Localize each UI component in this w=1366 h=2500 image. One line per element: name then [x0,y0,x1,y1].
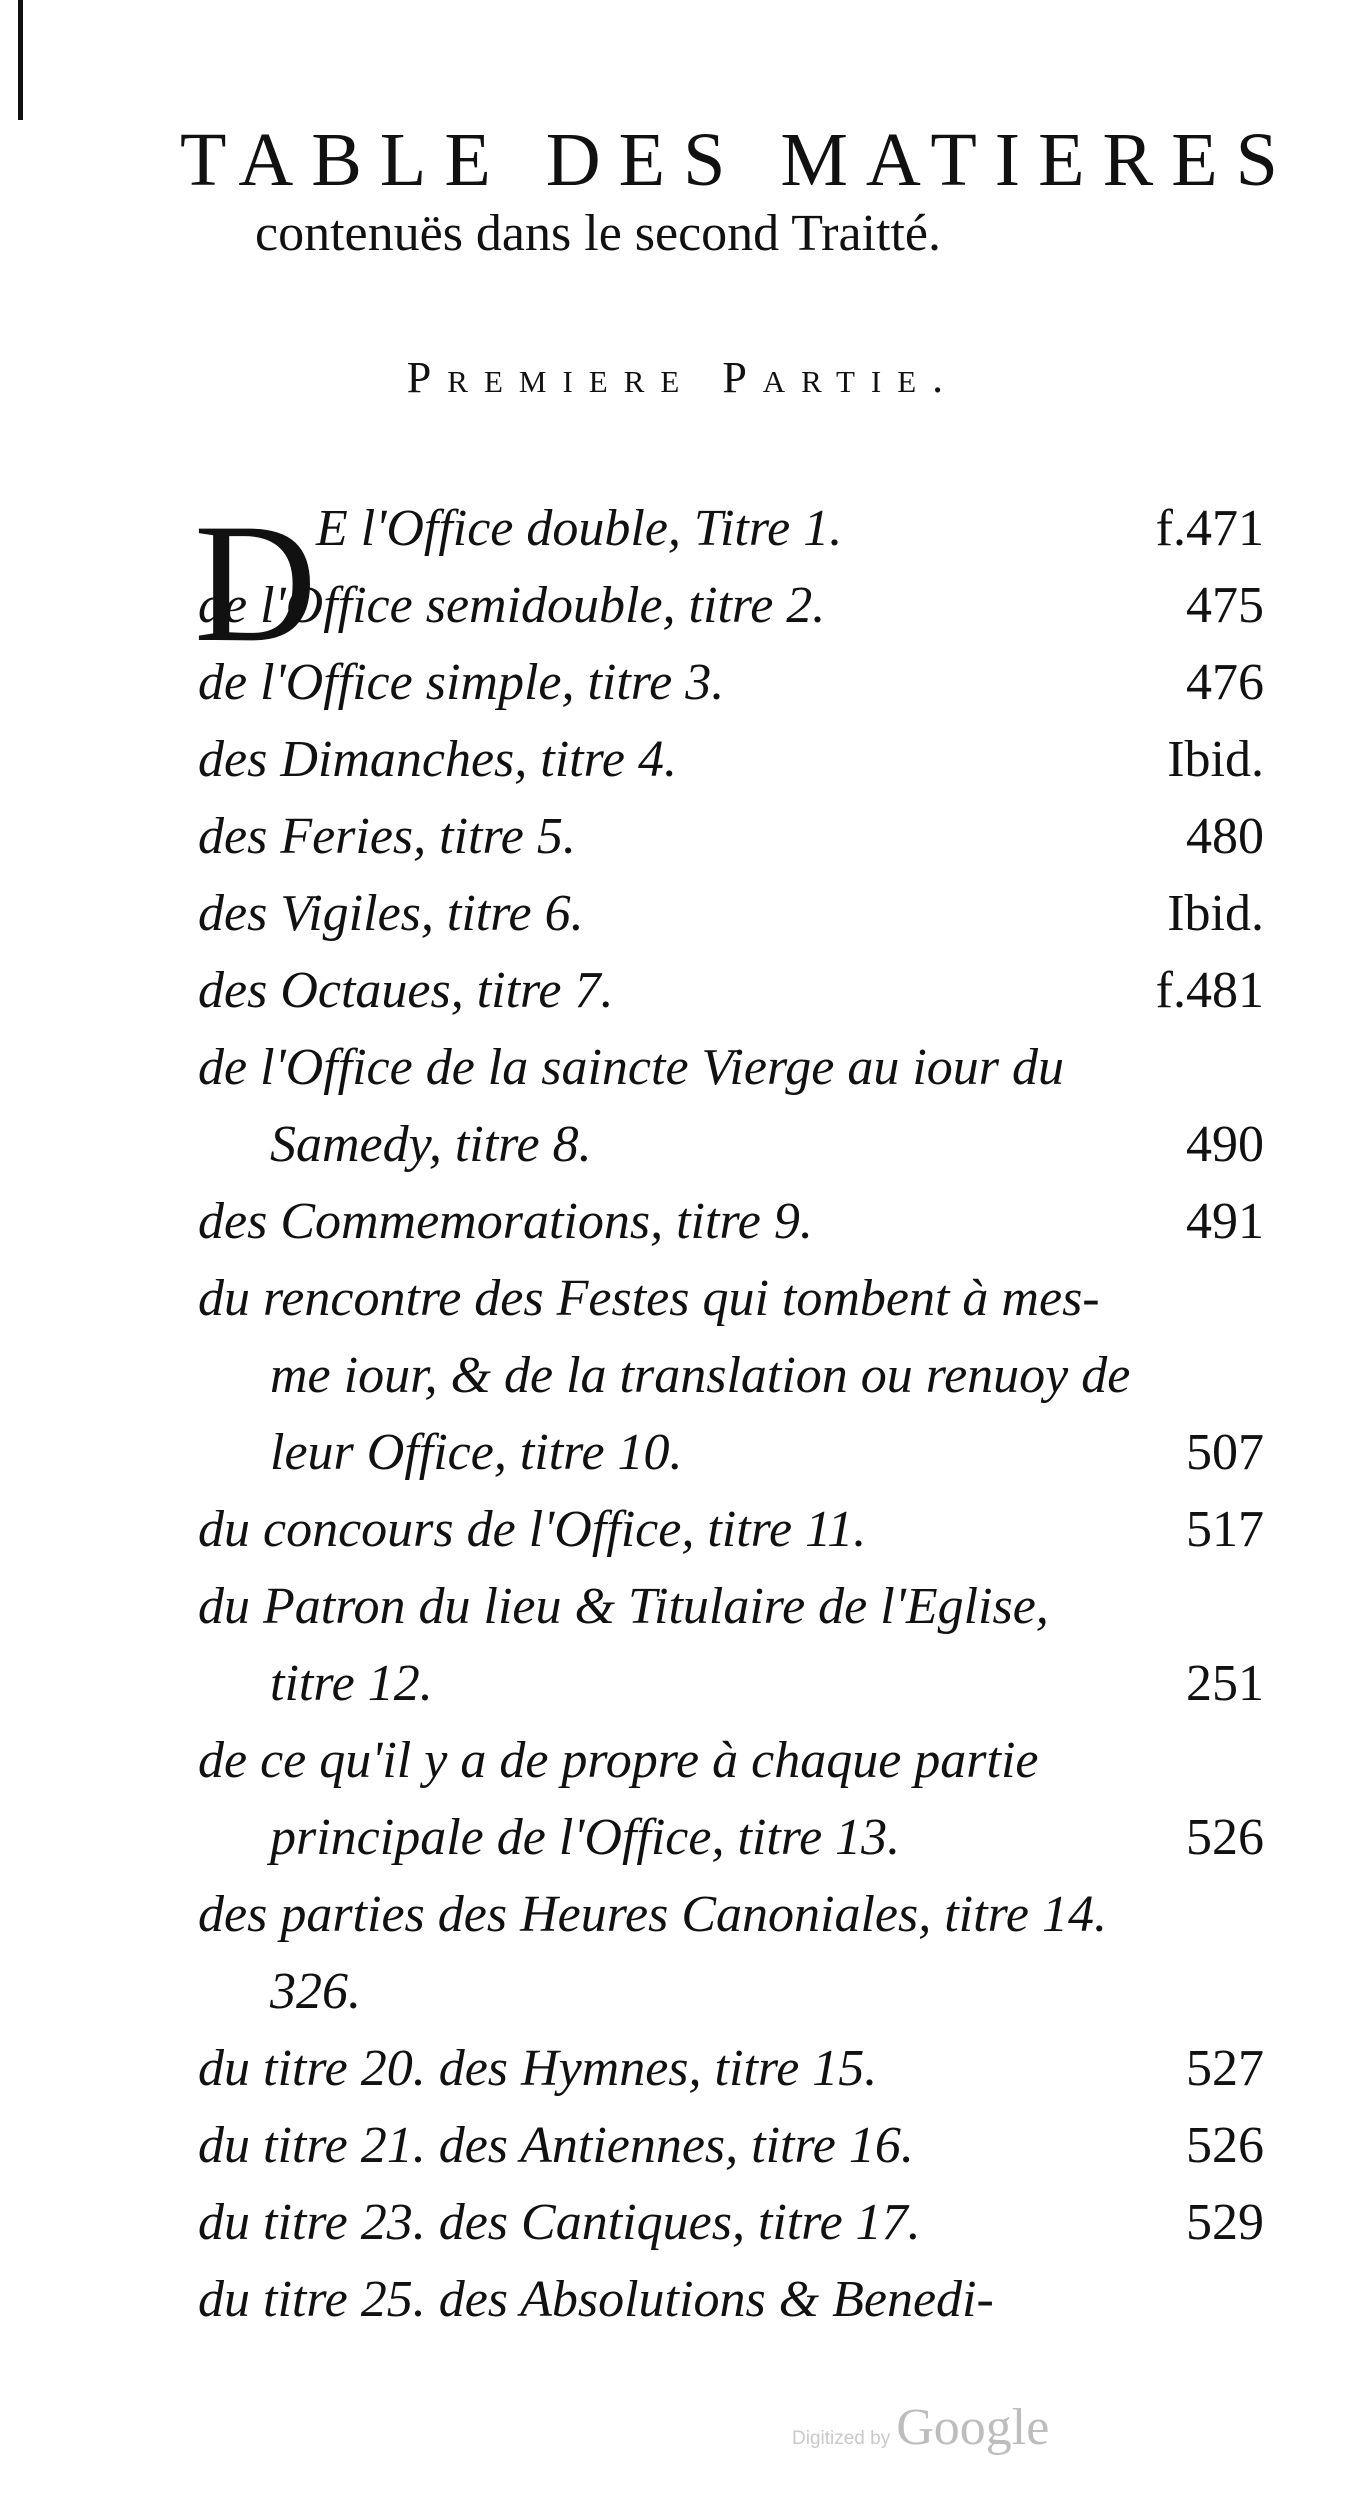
toc-entry [198,1029,1264,1183]
toc-entry-line [198,567,1264,644]
toc-entry-text: principale de l'Office, titre 13. [270,1809,901,1866]
toc-entry [198,1568,1264,1722]
watermark-prefix: Digitized by [792,2428,891,2449]
toc-entry-line [198,1876,1264,1953]
toc-entry [198,644,1264,721]
toc-entry-text: de l'Office de la saincte Vierge au iour du [198,1039,1065,1096]
toc-page-number: 480 [1186,808,1264,865]
toc-entry-text: Samedy, titre 8. [270,1116,592,1173]
toc-entry-text: du concours de l'Office, titre 11. [198,1501,867,1558]
toc-entry [198,1876,1264,2030]
toc-entry [198,952,1264,1029]
toc-entry-text: des Vigiles, titre 6. [198,885,584,942]
toc-entry-text: du titre 21. des Antiennes, titre 16. [198,2117,914,2174]
toc-entry [198,1491,1264,1568]
toc-entry [198,798,1264,875]
toc-entry-line [198,1106,1264,1183]
toc-entry-text: de ce qu'il y a de propre à chaque partie [198,1732,1039,1789]
toc-entry-line [198,644,1264,721]
toc-entry-line [198,952,1264,1029]
toc-page-number: 251 [1186,1655,1264,1712]
toc-entry-text: du Patron du lieu & Titulaire de l'Eglise, [198,1578,1049,1635]
toc-entry [198,2261,1264,2338]
toc-page-number: 527 [1186,2040,1264,2097]
toc-entry-text: de l'Office simple, titre 3. [198,654,725,711]
page-subtitle: contenuës dans le second Traitté. [255,205,941,262]
toc-entry [198,567,1264,644]
toc-entry-text: leur Office, titre 10. [270,1424,683,1481]
toc-entry-line [198,2030,1264,2107]
toc-entry-text: des Commemorations, titre 9. [198,1193,813,1250]
toc-entry-line [198,1799,1264,1876]
toc-entry [198,1722,1264,1876]
toc-entry-line [198,2261,1264,2338]
toc-entry-line [198,1337,1264,1414]
toc-entry-text: des Octaues, titre 7. [198,962,614,1019]
toc-entry-text: E l'Office double, Titre 1. [316,500,843,557]
toc-entry-line [198,1722,1264,1799]
toc-entry-line [198,1568,1264,1645]
toc-entry-text: me iour, & de la translation ou renuoy de [270,1347,1131,1404]
toc-entry-line [198,1491,1264,1568]
toc-entry [198,2030,1264,2107]
toc-entry [198,2107,1264,2184]
toc-entry-line [198,1953,1264,2030]
drop-cap: D [194,489,317,677]
toc-page-number: Ibid. [1167,731,1264,788]
table-of-contents [194,489,1264,2338]
toc-page-number: 526 [1186,1809,1264,1866]
toc-entry-line [198,798,1264,875]
toc-page-number: f.471 [1155,500,1264,557]
toc-entry-text: du rencontre des Festes qui tombent à mes- [198,1270,1100,1327]
toc-entry-text: du titre 20. des Hymnes, titre 15. [198,2040,878,2097]
toc-page-number: 507 [1186,1424,1264,1481]
toc-page-number: 517 [1186,1501,1264,1558]
section-heading: Premiere Partie. [406,353,960,402]
digitized-watermark [792,2398,1049,2457]
toc-page-number: 490 [1186,1116,1264,1173]
page-edge-line [18,0,23,120]
toc-page-number: 529 [1186,2194,1264,2251]
toc-entry-text: des Feries, titre 5. [198,808,576,865]
toc-entry-text: titre 12. [270,1655,433,1712]
toc-entry-text: de l'Office semidouble, titre 2. [198,577,826,634]
toc-entry-line [198,1183,1264,1260]
toc-entry-line [198,2107,1264,2184]
page-title: TABLE DES MATIERES [180,118,1296,202]
toc-entry-line [198,1029,1264,1106]
google-logo: Google [896,2399,1050,2456]
toc-page-number: 475 [1186,577,1264,634]
toc-entry-line [316,490,1264,567]
toc-entry [198,721,1264,798]
toc-entry-line [198,2184,1264,2261]
toc-entry-text: 326. [270,1963,361,2020]
toc-entry-line [198,1260,1264,1337]
toc-entry-line [198,1645,1264,1722]
toc-entry-text: des parties des Heures Canoniales, titre 14. [198,1886,1107,1943]
toc-entry-text: du titre 25. des Absolutions & Benedi- [198,2271,994,2328]
toc-entry [198,1183,1264,1260]
toc-page-number: 526 [1186,2117,1264,2174]
toc-entry-line [198,721,1264,798]
toc-entry [198,2184,1264,2261]
toc-page-number: 476 [1186,654,1264,711]
toc-entry-text: des Dimanches, titre 4. [198,731,677,788]
toc-entry-line [198,1414,1264,1491]
toc-entry-line [198,875,1264,952]
toc-entry [198,875,1264,952]
toc-page-number: f.481 [1155,962,1264,1019]
toc-page-number: Ibid. [1167,885,1264,942]
toc-page-number: 491 [1186,1193,1264,1250]
toc-entry [198,1260,1264,1491]
toc-entry-text: du titre 23. des Cantiques, titre 17. [198,2194,921,2251]
